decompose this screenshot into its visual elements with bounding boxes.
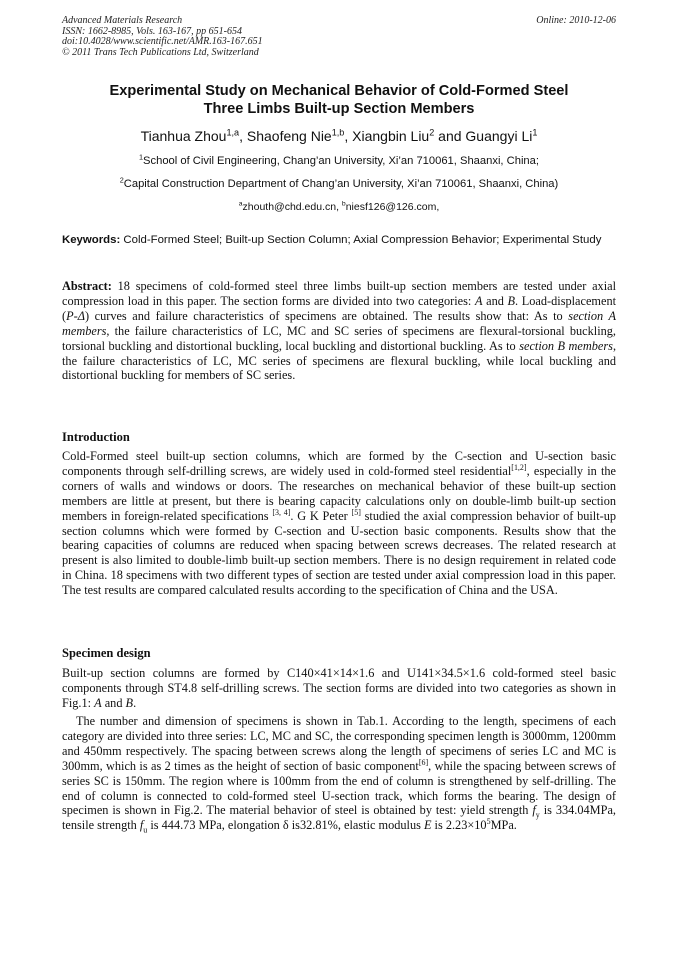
author-list — [62, 127, 616, 145]
affiliation-text: School of Civil Engineering, Chang’an University, Xi’an 710061, Shaanxi, China; — [143, 155, 539, 167]
author-affil-mark: 1 — [532, 127, 538, 138]
title-line-1: Experimental Study on Mechanical Behavior of Cold-Formed Steel — [109, 83, 569, 99]
spec-paragraph — [62, 714, 616, 833]
category-a: A — [94, 695, 102, 710]
section-a-term: section A members — [62, 308, 616, 338]
author-affil-mark: 1,a — [226, 127, 240, 138]
abstract-label: Abstract: — [62, 279, 112, 293]
intro-text: Cold-Formed steel built-up section columns, which are formed by the C-section and U-section basic components through self-drilling screws, are widely used in cold-formed steel residential — [62, 449, 616, 478]
intro-text: . G K Peter — [290, 508, 352, 523]
email-address: niesf126@126.com, — [345, 201, 440, 213]
copyright-line: © 2011 Trans Tech Publications Ltd, Switzerland — [62, 46, 259, 58]
citation: [3, 4] — [272, 507, 291, 517]
issn-line: ISSN: 1662-8985, Vols. 163-167, pp 651-654 — [62, 25, 242, 37]
keywords — [62, 233, 616, 247]
spec-text: is 334.04MPa, tensile strength — [62, 803, 616, 833]
abstract-text: . Load-displacement ( — [62, 293, 617, 323]
subscript-y: y — [535, 810, 540, 820]
pd-symbol: P-Δ — [66, 308, 85, 323]
category-a: A — [474, 293, 483, 308]
citation: [1,2] — [511, 462, 527, 472]
affiliation-mark: 2 — [119, 175, 124, 185]
abstract-text: ) curves and failure characteristics of specimens are obtained. The results show that: As to — [84, 308, 569, 323]
author-separator: , — [239, 128, 247, 144]
category-b: B — [507, 293, 516, 308]
section-b-term: section B members — [519, 338, 613, 353]
email-mark: a — [238, 200, 243, 208]
introduction-heading: Introduction — [62, 430, 130, 444]
abstract-text: and — [482, 293, 508, 308]
subscript-u: u — [143, 825, 148, 835]
affiliation-text: Capital Construction Department of Chang’an University, Xi’an 710061, Shaanxi, China) — [123, 178, 559, 190]
abstract-text: , the failure characteristics of LC, MC and SC series of specimens are flexural-torsional buckling, torsional buckling and distortional buckling, local buckling and distortional buckling. As to — [62, 323, 616, 353]
specimen-design-heading: Specimen design — [62, 646, 151, 660]
keywords-label: Keywords: — [62, 234, 121, 246]
journal-name: Advanced Materials Research — [62, 15, 183, 26]
symbol-f: f — [532, 803, 536, 818]
email-mark: b — [341, 200, 346, 208]
keywords-text: Cold-Formed Steel; Built-up Section Column; Axial Compression Behavior; Experimental Study — [120, 234, 602, 246]
doi-line: doi:10.4028/www.scientific.net/AMR.163-167.651 — [62, 36, 263, 47]
affiliation-mark: 1 — [139, 152, 144, 162]
abstract-text: 18 specimens of cold-formed steel three limbs built-up section members are tested under axial compression load in this paper. The section forms are divided into two categories: — [62, 279, 616, 308]
author-emails — [62, 200, 616, 214]
journal-header — [62, 16, 616, 58]
affiliation-2 — [62, 177, 616, 191]
abstract-text: , the failure characteristics of LC, MC series of specimens are flexural buckling, while local buckling and distortional buckling for members of SC series. — [62, 338, 617, 383]
author-name: Shaofeng Nie — [246, 128, 332, 144]
author-name: Guangyi Li — [465, 128, 533, 144]
author-affil-mark: 2 — [429, 127, 435, 138]
specimen-design-paragraph-1 — [62, 666, 616, 711]
email-address: zhouth@chd.edu.cn, — [242, 201, 342, 213]
author-separator: and — [434, 128, 466, 144]
author-separator: , — [344, 128, 353, 144]
category-b: B — [125, 695, 134, 710]
author-name: Xiangbin Liu — [352, 128, 430, 144]
online-date: Online: 2010-12-06 — [536, 15, 616, 26]
spec-text: The number and dimension of specimens is shown in Tab.1. According to the length, specimens of each category are divided into three series: LC, MC and SC, the corresponding specimen length is 3000mm, 1200mm and 450mm respectively. The spacing between screws along the length of specimens of series LC and MC is 300mm, which is as 2 times as the height of section of basic component — [62, 714, 616, 773]
spec-text: and — [101, 695, 126, 710]
paper-title — [62, 82, 616, 118]
affiliation-1 — [62, 154, 616, 168]
specimen-design-paragraph-2 — [62, 714, 616, 833]
author-name: Tianhua Zhou — [140, 128, 227, 144]
symbol-f: f — [139, 818, 144, 833]
spec-text: Built-up section columns are formed by C140×41×14×1.6 and U141×34.5×1.6 cold-formed steel basic components through ST4.8 self-drilling screws. The section forms are divided into two categories as shown in Fig.1: — [62, 666, 616, 710]
intro-text: studied the axial compression behavior of built-up section columns which were formed by C-section and U-section basic components. Results show that the bearing capacities of columns are reduced when spacing between screws decreases. The related research at present is also limited to double-limb built-up section members. There is no design requirement in related code in China. 18 specimens with two different types of section are tested under axial compression load in this paper. The test results are compared calculated results according to the specification of China and the USA. — [62, 508, 617, 598]
symbol-e: E — [423, 818, 432, 833]
citation: [5] — [351, 507, 361, 517]
introduction-text — [62, 449, 616, 598]
abstract — [62, 279, 616, 383]
spec-text: is 2.23×10 — [431, 818, 487, 833]
spec-text: , while the spacing between screws of series SC is 150mm. The region where is 100mm from the end of column is strengthened by self-drilling. The end of column is connected to cold-formed steel U-section track, which forms the bearing. The design of specimen is shown in Fig.2. The material behavior of steel is obtained by test: yield strength — [62, 758, 616, 818]
intro-text: , especially in the corners of walls and windows or doors. The researches on mechanical behavior of these built-up section members are little at present, but there is bearing capacity calculations only on double-limb built-up section members in foreign-related specifications — [62, 463, 616, 523]
exponent: 5 — [486, 817, 491, 827]
spec-text: MPa. — [490, 818, 517, 833]
author-affil-mark: 1,b — [331, 127, 345, 138]
spec-text: is 444.73 MPa, elongation δ is32.81%, elastic modulus — [147, 818, 424, 833]
spec-text: . — [133, 695, 137, 710]
citation: [6] — [418, 757, 429, 767]
title-line-2: Three Limbs Built-up Section Members — [203, 101, 475, 117]
